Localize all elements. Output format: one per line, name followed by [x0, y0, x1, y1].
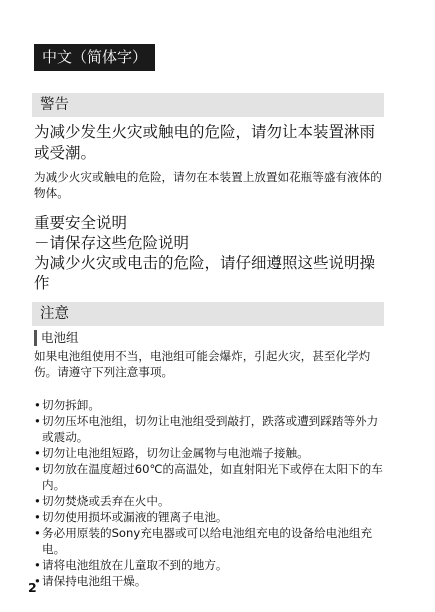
- bullet: •: [34, 414, 41, 428]
- list-item: • 切勿使用损坏或漏液的锂离子电池。: [34, 510, 228, 524]
- bullet: •: [34, 398, 41, 412]
- battery-intro: 如果电池组使用不当，电池组可能会爆炸，引起火灾，甚至化学灼伤。请遵守下列注意事项。: [34, 349, 371, 379]
- bullet: •: [34, 510, 41, 524]
- list-item: • 切勿放在温度超过60℃的高温处，如直射阳光下或停在太阳下的车内。: [34, 462, 383, 492]
- important-title: 重要安全说明: [34, 214, 128, 232]
- important-safety-block: [34, 213, 384, 293]
- page-number: 2: [28, 580, 37, 595]
- list-item: • 请保持电池组干燥。: [34, 574, 147, 588]
- important-follow-note: 为减少火灾或电击的危险，请仔细遵照这些说明操作: [34, 254, 376, 292]
- warning-rain-text: 为减少发生火灾或触电的危险，请勿让本装置淋雨或受潮。: [34, 123, 376, 162]
- language-label: 中文（简体字）: [34, 44, 155, 71]
- battery-precautions-list: [34, 397, 384, 589]
- list-item: • 切勿拆卸。: [34, 398, 100, 412]
- bullet: •: [34, 558, 41, 572]
- bullet: •: [34, 446, 41, 460]
- list-item: • 请将电池组放在儿童取不到的地方。: [34, 558, 228, 572]
- bullet: •: [34, 494, 41, 508]
- list-item: • 切勿焚烧或丢弃在火中。: [34, 494, 170, 508]
- bullet: •: [34, 526, 41, 540]
- bullet: •: [34, 574, 41, 588]
- bullet: •: [34, 462, 41, 476]
- warning-heading: 警告: [32, 93, 384, 117]
- list-item: • 切勿压坏电池组，切勿让电池组受到敲打，跌落或遭到踩踏等外力或震动。: [34, 414, 379, 444]
- list-item: • 务必用原装的Sony充电器或可以给电池组充电的设备给电池组充电。: [34, 526, 373, 556]
- caution-heading: 注意: [32, 302, 384, 326]
- important-save-note: －请保存这些危险说明: [34, 234, 190, 252]
- warning-liquid-text: 为减少火灾或触电的危险，请勿在本装置上放置如花瓶等盛有液体的物体。: [34, 170, 382, 200]
- list-item: • 切勿让电池组短路，切勿让金属物与电池端子接触。: [34, 446, 309, 460]
- battery-subheading: 电池组: [34, 330, 79, 346]
